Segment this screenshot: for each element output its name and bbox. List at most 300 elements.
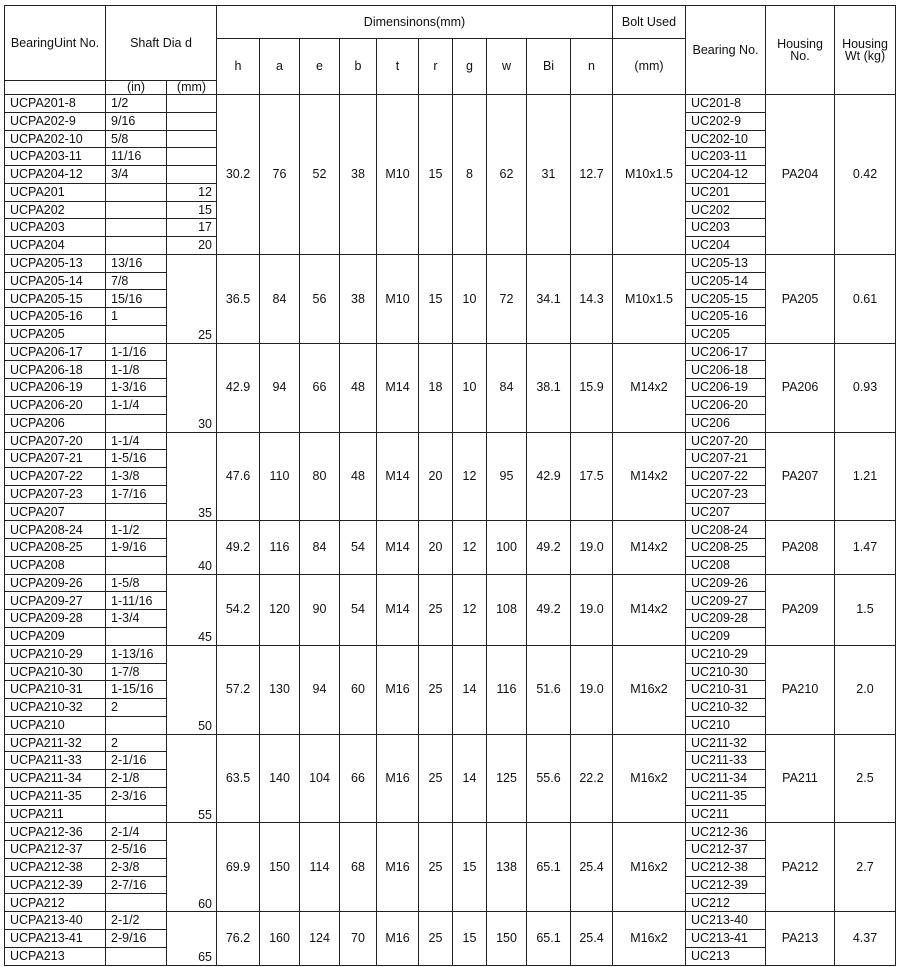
housing-no-cell: PA210 [766,645,835,734]
unit-no-cell: UCPA202-10 [5,130,106,148]
housing-no-cell: PA209 [766,574,835,645]
shaft-mm-cell: 25 [167,254,217,343]
shaft-in-cell: 1-3/16 [106,379,167,397]
unit-no-cell: UCPA209 [5,627,106,645]
dim-h-cell: 57.2 [217,645,260,734]
header-dim-w: w [487,39,527,95]
unit-no-cell: UCPA210-30 [5,663,106,681]
shaft-mm-cell: 12 [167,183,217,201]
housing-wt-cell: 2.0 [835,645,896,734]
bolt-cell: M16x2 [613,645,686,734]
header-bearing-unit-no: BearingUint No. [5,6,106,81]
shaft-in-cell: 1-7/16 [106,485,167,503]
unit-no-cell: UCPA207-23 [5,485,106,503]
unit-no-cell: UCPA205 [5,325,106,343]
dim-bi-cell: 49.2 [527,574,571,645]
dim-b-cell: 66 [340,734,377,823]
shaft-in-cell [106,627,167,645]
header-unit-spacer [5,81,106,95]
dim-t-cell: M16 [377,912,419,965]
unit-no-cell: UCPA205-15 [5,290,106,308]
bearing-no-cell: UC209-27 [686,592,766,610]
housing-no-cell: PA212 [766,823,835,912]
housing-wt-cell: 0.93 [835,343,896,432]
bearing-no-cell: UC204-12 [686,166,766,184]
shaft-mm-cell: 40 [167,521,217,574]
dim-bi-cell: 51.6 [527,645,571,734]
shaft-mm-cell: 50 [167,645,217,734]
bearing-no-cell: UC210-29 [686,645,766,663]
bearing-no-cell: UC208-24 [686,521,766,539]
dim-e-cell: 114 [300,823,340,912]
dim-a-cell: 150 [260,823,300,912]
dim-g-cell: 14 [453,734,487,823]
shaft-in-cell: 2-1/16 [106,752,167,770]
bearing-no-cell: UC211-35 [686,787,766,805]
unit-no-cell: UCPA207-22 [5,468,106,486]
shaft-in-cell: 1-1/16 [106,343,167,361]
shaft-in-cell [106,201,167,219]
unit-no-cell: UCPA213 [5,947,106,965]
shaft-in-cell: 1-3/8 [106,468,167,486]
unit-no-cell: UCPA212-38 [5,858,106,876]
shaft-in-cell: 1 [106,308,167,326]
unit-no-cell: UCPA208-24 [5,521,106,539]
shaft-in-cell: 2-3/16 [106,787,167,805]
dim-h-cell: 47.6 [217,432,260,521]
shaft-mm-cell: 60 [167,823,217,912]
bearing-no-cell: UC209 [686,627,766,645]
bearing-no-cell: UC203 [686,219,766,237]
unit-no-cell: UCPA206 [5,414,106,432]
dim-g-cell: 10 [453,343,487,432]
header-dim-r: r [419,39,453,95]
header-dim-t: t [377,39,419,95]
header-dimensions: Dimensinons(mm) [217,6,613,39]
shaft-mm-cell: 55 [167,734,217,823]
shaft-mm-cell [167,112,217,130]
dim-h-cell: 30.2 [217,95,260,255]
bearing-no-cell: UC212-37 [686,841,766,859]
unit-no-cell: UCPA211-34 [5,770,106,788]
dim-r-cell: 25 [419,645,453,734]
dim-bi-cell: 42.9 [527,432,571,521]
bearing-no-cell: UC210-32 [686,699,766,717]
bearing-no-cell: UC202 [686,201,766,219]
dim-n-cell: 19.0 [571,521,613,574]
bearing-no-cell: UC202-9 [686,112,766,130]
dim-n-cell: 25.4 [571,912,613,965]
table-row [5,734,896,752]
unit-no-cell: UCPA210-29 [5,645,106,663]
dim-g-cell: 15 [453,912,487,965]
dim-w-cell: 62 [487,95,527,255]
dim-a-cell: 84 [260,254,300,343]
bearing-no-cell: UC201 [686,183,766,201]
dim-e-cell: 66 [300,343,340,432]
dim-a-cell: 116 [260,521,300,574]
header-dim-g: g [453,39,487,95]
bearing-no-cell: UC213-40 [686,912,766,930]
dim-r-cell: 25 [419,823,453,912]
unit-no-cell: UCPA213-41 [5,929,106,947]
dim-n-cell: 19.0 [571,574,613,645]
shaft-in-cell: 2-5/16 [106,841,167,859]
bearing-no-cell: UC206-17 [686,343,766,361]
dim-b-cell: 48 [340,432,377,521]
table-row [5,254,896,272]
shaft-in-cell: 3/4 [106,166,167,184]
shaft-in-cell [106,219,167,237]
dim-t-cell: M14 [377,521,419,574]
dim-t-cell: M16 [377,734,419,823]
unit-no-cell: UCPA211 [5,805,106,823]
header-dim-h: h [217,39,260,95]
header-bolt-mm: (mm) [613,39,686,95]
shaft-in-cell: 1-15/16 [106,681,167,699]
shaft-in-cell [106,237,167,255]
dim-r-cell: 18 [419,343,453,432]
dim-t-cell: M16 [377,645,419,734]
shaft-in-cell: 1-11/16 [106,592,167,610]
shaft-in-cell: 1-1/8 [106,361,167,379]
dim-h-cell: 49.2 [217,521,260,574]
shaft-in-cell [106,556,167,574]
housing-no-cell: PA208 [766,521,835,574]
dim-bi-cell: 65.1 [527,912,571,965]
shaft-in-cell: 1-9/16 [106,539,167,557]
header-dim-n: n [571,39,613,95]
shaft-in-cell: 2 [106,734,167,752]
unit-no-cell: UCPA213-40 [5,912,106,930]
dim-r-cell: 20 [419,521,453,574]
unit-no-cell: UCPA203 [5,219,106,237]
dim-r-cell: 25 [419,912,453,965]
dim-r-cell: 15 [419,95,453,255]
bearing-no-cell: UC209-26 [686,574,766,592]
dim-b-cell: 60 [340,645,377,734]
shaft-in-cell: 7/8 [106,272,167,290]
bearing-no-cell: UC212-39 [686,876,766,894]
unit-no-cell: UCPA206-18 [5,361,106,379]
dim-r-cell: 15 [419,254,453,343]
shaft-in-cell [106,183,167,201]
dim-bi-cell: 65.1 [527,823,571,912]
unit-no-cell: UCPA208-25 [5,539,106,557]
table-row [5,432,896,450]
bearing-no-cell: UC208-25 [686,539,766,557]
dim-n-cell: 22.2 [571,734,613,823]
dim-bi-cell: 49.2 [527,521,571,574]
header-bearing-no: Bearing No. [686,6,766,95]
shaft-mm-cell [167,130,217,148]
unit-no-cell: UCPA206-20 [5,397,106,415]
dim-t-cell: M10 [377,254,419,343]
dim-e-cell: 94 [300,645,340,734]
bearing-no-cell: UC205-15 [686,290,766,308]
housing-wt-cell: 0.61 [835,254,896,343]
dim-g-cell: 10 [453,254,487,343]
bolt-cell: M10x1.5 [613,254,686,343]
unit-no-cell: UCPA210 [5,716,106,734]
bearing-no-cell: UC205-14 [686,272,766,290]
housing-no-cell: PA207 [766,432,835,521]
unit-no-cell: UCPA202 [5,201,106,219]
unit-no-cell: UCPA207 [5,503,106,521]
dim-b-cell: 54 [340,574,377,645]
header-housing-no: Housing No. [766,6,835,95]
dim-h-cell: 42.9 [217,343,260,432]
housing-no-cell: PA205 [766,254,835,343]
shaft-in-cell: 2-3/8 [106,858,167,876]
bearing-no-cell: UC211-34 [686,770,766,788]
dim-n-cell: 19.0 [571,645,613,734]
shaft-in-cell: 9/16 [106,112,167,130]
header-housing-wt: Housing Wt (kg) [835,6,896,95]
bearing-no-cell: UC205 [686,325,766,343]
unit-no-cell: UCPA201 [5,183,106,201]
bearing-no-cell: UC211-33 [686,752,766,770]
dim-g-cell: 14 [453,645,487,734]
header-shaft-in: (in) [106,81,167,95]
housing-wt-cell: 1.21 [835,432,896,521]
shaft-mm-cell [167,148,217,166]
shaft-mm-cell: 17 [167,219,217,237]
dim-r-cell: 25 [419,734,453,823]
dim-e-cell: 104 [300,734,340,823]
unit-no-cell: UCPA212-36 [5,823,106,841]
dim-r-cell: 20 [419,432,453,521]
shaft-in-cell: 1-5/8 [106,574,167,592]
bearing-no-cell: UC205-16 [686,308,766,326]
shaft-in-cell: 1/2 [106,95,167,113]
shaft-in-cell: 1-1/2 [106,521,167,539]
bearing-no-cell: UC206-19 [686,379,766,397]
bolt-cell: M10x1.5 [613,95,686,255]
dim-n-cell: 14.3 [571,254,613,343]
table-row [5,574,896,592]
bearing-no-cell: UC210-31 [686,681,766,699]
shaft-in-cell [106,805,167,823]
dim-h-cell: 76.2 [217,912,260,965]
bearing-no-cell: UC207 [686,503,766,521]
bearing-no-cell: UC203-11 [686,148,766,166]
dim-g-cell: 12 [453,432,487,521]
dim-w-cell: 150 [487,912,527,965]
bearing-no-cell: UC212-36 [686,823,766,841]
dim-w-cell: 84 [487,343,527,432]
housing-wt-cell: 0.42 [835,95,896,255]
shaft-in-cell [106,503,167,521]
dim-a-cell: 76 [260,95,300,255]
housing-wt-cell: 2.7 [835,823,896,912]
dim-g-cell: 15 [453,823,487,912]
shaft-mm-cell: 15 [167,201,217,219]
header-dim-b: b [340,39,377,95]
dim-e-cell: 124 [300,912,340,965]
table-row [5,823,896,841]
bolt-cell: M14x2 [613,432,686,521]
housing-wt-cell: 1.5 [835,574,896,645]
bolt-cell: M16x2 [613,823,686,912]
dim-bi-cell: 34.1 [527,254,571,343]
dim-t-cell: M14 [377,343,419,432]
dim-h-cell: 36.5 [217,254,260,343]
bearing-no-cell: UC205-13 [686,254,766,272]
dim-e-cell: 84 [300,521,340,574]
dim-n-cell: 17.5 [571,432,613,521]
bearing-no-cell: UC209-28 [686,610,766,628]
bolt-cell: M16x2 [613,912,686,965]
dim-b-cell: 38 [340,254,377,343]
shaft-in-cell [106,947,167,965]
header-shaft-mm: (mm) [167,81,217,95]
bearing-spec-table [4,5,896,966]
unit-no-cell: UCPA204 [5,237,106,255]
unit-no-cell: UCPA206-17 [5,343,106,361]
shaft-in-cell: 15/16 [106,290,167,308]
shaft-in-cell: 1-1/4 [106,432,167,450]
dim-bi-cell: 55.6 [527,734,571,823]
dim-r-cell: 25 [419,574,453,645]
table-row [5,95,896,113]
bearing-no-cell: UC207-20 [686,432,766,450]
dim-e-cell: 90 [300,574,340,645]
dim-w-cell: 95 [487,432,527,521]
dim-t-cell: M16 [377,823,419,912]
shaft-in-cell: 2-1/4 [106,823,167,841]
bearing-no-cell: UC206 [686,414,766,432]
dim-n-cell: 25.4 [571,823,613,912]
shaft-in-cell: 13/16 [106,254,167,272]
dim-w-cell: 100 [487,521,527,574]
shaft-in-cell: 1-1/4 [106,397,167,415]
bearing-no-cell: UC202-10 [686,130,766,148]
bearing-no-cell: UC207-23 [686,485,766,503]
bearing-no-cell: UC208 [686,556,766,574]
unit-no-cell: UCPA211-35 [5,787,106,805]
unit-no-cell: UCPA201-8 [5,95,106,113]
table-row [5,645,896,663]
table-row [5,343,896,361]
shaft-in-cell: 2-1/8 [106,770,167,788]
bearing-no-cell: UC210 [686,716,766,734]
bearing-no-cell: UC213-41 [686,929,766,947]
dim-a-cell: 130 [260,645,300,734]
dim-e-cell: 80 [300,432,340,521]
dim-h-cell: 69.9 [217,823,260,912]
dim-t-cell: M10 [377,95,419,255]
dim-a-cell: 94 [260,343,300,432]
bearing-no-cell: UC207-21 [686,450,766,468]
header-shaft-dia: Shaft Dia d [106,6,217,81]
housing-wt-cell: 1.47 [835,521,896,574]
unit-no-cell: UCPA209-26 [5,574,106,592]
unit-no-cell: UCPA209-28 [5,610,106,628]
shaft-mm-cell: 45 [167,574,217,645]
dim-h-cell: 54.2 [217,574,260,645]
unit-no-cell: UCPA207-20 [5,432,106,450]
unit-no-cell: UCPA210-31 [5,681,106,699]
dim-b-cell: 54 [340,521,377,574]
bolt-cell: M16x2 [613,734,686,823]
shaft-in-cell: 2 [106,699,167,717]
dim-b-cell: 68 [340,823,377,912]
unit-no-cell: UCPA202-9 [5,112,106,130]
dim-bi-cell: 38.1 [527,343,571,432]
dim-b-cell: 48 [340,343,377,432]
dim-w-cell: 108 [487,574,527,645]
shaft-in-cell: 1-13/16 [106,645,167,663]
dim-n-cell: 15.9 [571,343,613,432]
unit-no-cell: UCPA206-19 [5,379,106,397]
table-row [5,521,896,539]
shaft-in-cell: 2-1/2 [106,912,167,930]
shaft-mm-cell [167,166,217,184]
bolt-cell: M14x2 [613,343,686,432]
shaft-mm-cell: 30 [167,343,217,432]
dim-a-cell: 140 [260,734,300,823]
dim-w-cell: 72 [487,254,527,343]
dim-b-cell: 38 [340,95,377,255]
shaft-in-cell: 1-5/16 [106,450,167,468]
bearing-no-cell: UC206-18 [686,361,766,379]
dim-e-cell: 52 [300,95,340,255]
bearing-no-cell: UC210-30 [686,663,766,681]
bearing-no-cell: UC206-20 [686,397,766,415]
dim-a-cell: 160 [260,912,300,965]
unit-no-cell: UCPA212-37 [5,841,106,859]
shaft-in-cell [106,716,167,734]
shaft-in-cell [106,414,167,432]
header-dim-bi: Bi [527,39,571,95]
table-row [5,912,896,930]
housing-no-cell: PA213 [766,912,835,965]
bearing-no-cell: UC213 [686,947,766,965]
shaft-in-cell: 2-9/16 [106,929,167,947]
dim-g-cell: 8 [453,95,487,255]
unit-no-cell: UCPA211-32 [5,734,106,752]
bearing-no-cell: UC201-8 [686,95,766,113]
dim-b-cell: 70 [340,912,377,965]
header-bolt-used: Bolt Used [613,6,686,39]
dim-w-cell: 125 [487,734,527,823]
housing-wt-cell: 2.5 [835,734,896,823]
housing-no-cell: PA211 [766,734,835,823]
unit-no-cell: UCPA205-14 [5,272,106,290]
unit-no-cell: UCPA211-33 [5,752,106,770]
dim-g-cell: 12 [453,521,487,574]
shaft-mm-cell: 20 [167,237,217,255]
dim-w-cell: 116 [487,645,527,734]
dim-t-cell: M14 [377,574,419,645]
dim-w-cell: 138 [487,823,527,912]
bearing-no-cell: UC211-32 [686,734,766,752]
bolt-cell: M14x2 [613,521,686,574]
unit-no-cell: UCPA205-16 [5,308,106,326]
header-dim-a: a [260,39,300,95]
shaft-mm-cell: 35 [167,432,217,521]
dim-e-cell: 56 [300,254,340,343]
shaft-mm-cell [167,95,217,113]
housing-wt-cell: 4.37 [835,912,896,965]
unit-no-cell: UCPA212 [5,894,106,912]
bolt-cell: M14x2 [613,574,686,645]
header-dim-e: e [300,39,340,95]
shaft-in-cell: 2-7/16 [106,876,167,894]
shaft-in-cell: 1-3/4 [106,610,167,628]
dim-t-cell: M14 [377,432,419,521]
